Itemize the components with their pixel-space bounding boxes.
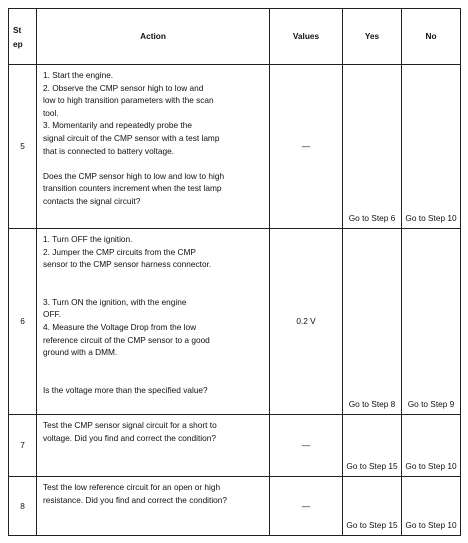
header-no: No — [402, 9, 461, 65]
yes-cell — [343, 415, 402, 477]
action-question: Does the CMP sensor high to low and low to high — [43, 170, 225, 181]
no-cell — [402, 65, 461, 229]
yes-cell — [343, 229, 402, 415]
no-result: Go to Step 10 — [405, 213, 457, 223]
action-question: contacts the signal circuit? — [43, 195, 141, 206]
action-line: 1. Start the engine. — [43, 70, 114, 80]
action-line: ground with a DMM. — [43, 347, 118, 358]
action-line: tool. — [43, 107, 59, 118]
header-action: Action — [37, 9, 270, 65]
no-cell — [402, 229, 461, 415]
action-line: voltage. Did you find and correct the condition? — [43, 432, 216, 443]
action-cell — [37, 415, 270, 477]
action-line: 1. Turn OFF the ignition. — [43, 234, 133, 244]
value-cell — [270, 477, 343, 536]
action-cell — [37, 229, 270, 415]
action-line: that is connected to battery voltage. — [43, 145, 174, 156]
value-text: 0.2 V — [296, 316, 316, 327]
step-number: 5 — [9, 65, 37, 229]
step-number: 6 — [9, 229, 37, 415]
action-cell — [37, 477, 270, 536]
action-line: 4. Measure the Voltage Drop from the low — [43, 321, 197, 332]
action-question: Is the voltage more than the specified value? — [43, 384, 208, 395]
action-line: low to high transition parameters with the scan — [43, 95, 214, 106]
value-cell — [270, 415, 343, 477]
step-number: 7 — [9, 415, 37, 477]
yes-cell — [343, 477, 402, 536]
action-cell — [37, 65, 270, 229]
action-line: signal circuit of the CMP sensor with a test lamp — [43, 132, 220, 143]
action-line: reference circuit of the CMP sensor to a good — [43, 334, 210, 345]
action-line: 2. Jumper the CMP circuits from the CMP — [43, 246, 196, 257]
action-line: resistance. Did you find and correct the condition? — [43, 494, 228, 505]
action-line: sensor to the CMP sensor harness connector. — [43, 259, 212, 270]
action-line: 3. Momentarily and repeatedly probe the — [43, 120, 192, 131]
diagnostic-table — [8, 8, 461, 536]
action-line: Test the low reference circuit for an open or high — [43, 482, 221, 492]
value-cell — [270, 229, 343, 415]
action-line: OFF. — [43, 309, 61, 320]
table-row — [9, 65, 461, 229]
no-result: Go to Step 9 — [407, 399, 455, 409]
yes-result: Go to Step 6 — [348, 213, 396, 223]
value-text: — — [301, 500, 311, 511]
yes-result: Go to Step 15 — [346, 461, 398, 471]
table-row — [9, 229, 461, 415]
action-line: 3. Turn ON the ignition, with the engine — [43, 296, 187, 307]
value-text: — — [301, 440, 311, 451]
header-yes: Yes — [343, 9, 402, 65]
action-line: 2. Observe the CMP sensor high to low and — [43, 82, 204, 93]
table-row — [9, 477, 461, 536]
table-row — [9, 415, 461, 477]
yes-cell — [343, 65, 402, 229]
action-question: transition counters increment when the test lamp — [43, 183, 222, 194]
no-cell — [402, 477, 461, 536]
value-cell — [270, 65, 343, 229]
header-step-line2: ep — [13, 38, 23, 49]
header-step — [9, 9, 37, 65]
action-line: Test the CMP sensor signal circuit for a short to — [43, 420, 217, 430]
value-text: — — [301, 141, 311, 152]
header-values: Values — [270, 9, 343, 65]
no-result: Go to Step 10 — [405, 461, 457, 471]
no-result: Go to Step 10 — [405, 520, 457, 530]
yes-result: Go to Step 8 — [348, 399, 396, 409]
no-cell — [402, 415, 461, 477]
header-step-line1: St — [13, 24, 22, 35]
step-number: 8 — [9, 477, 37, 536]
header-row — [9, 9, 461, 65]
yes-result: Go to Step 15 — [346, 520, 398, 530]
